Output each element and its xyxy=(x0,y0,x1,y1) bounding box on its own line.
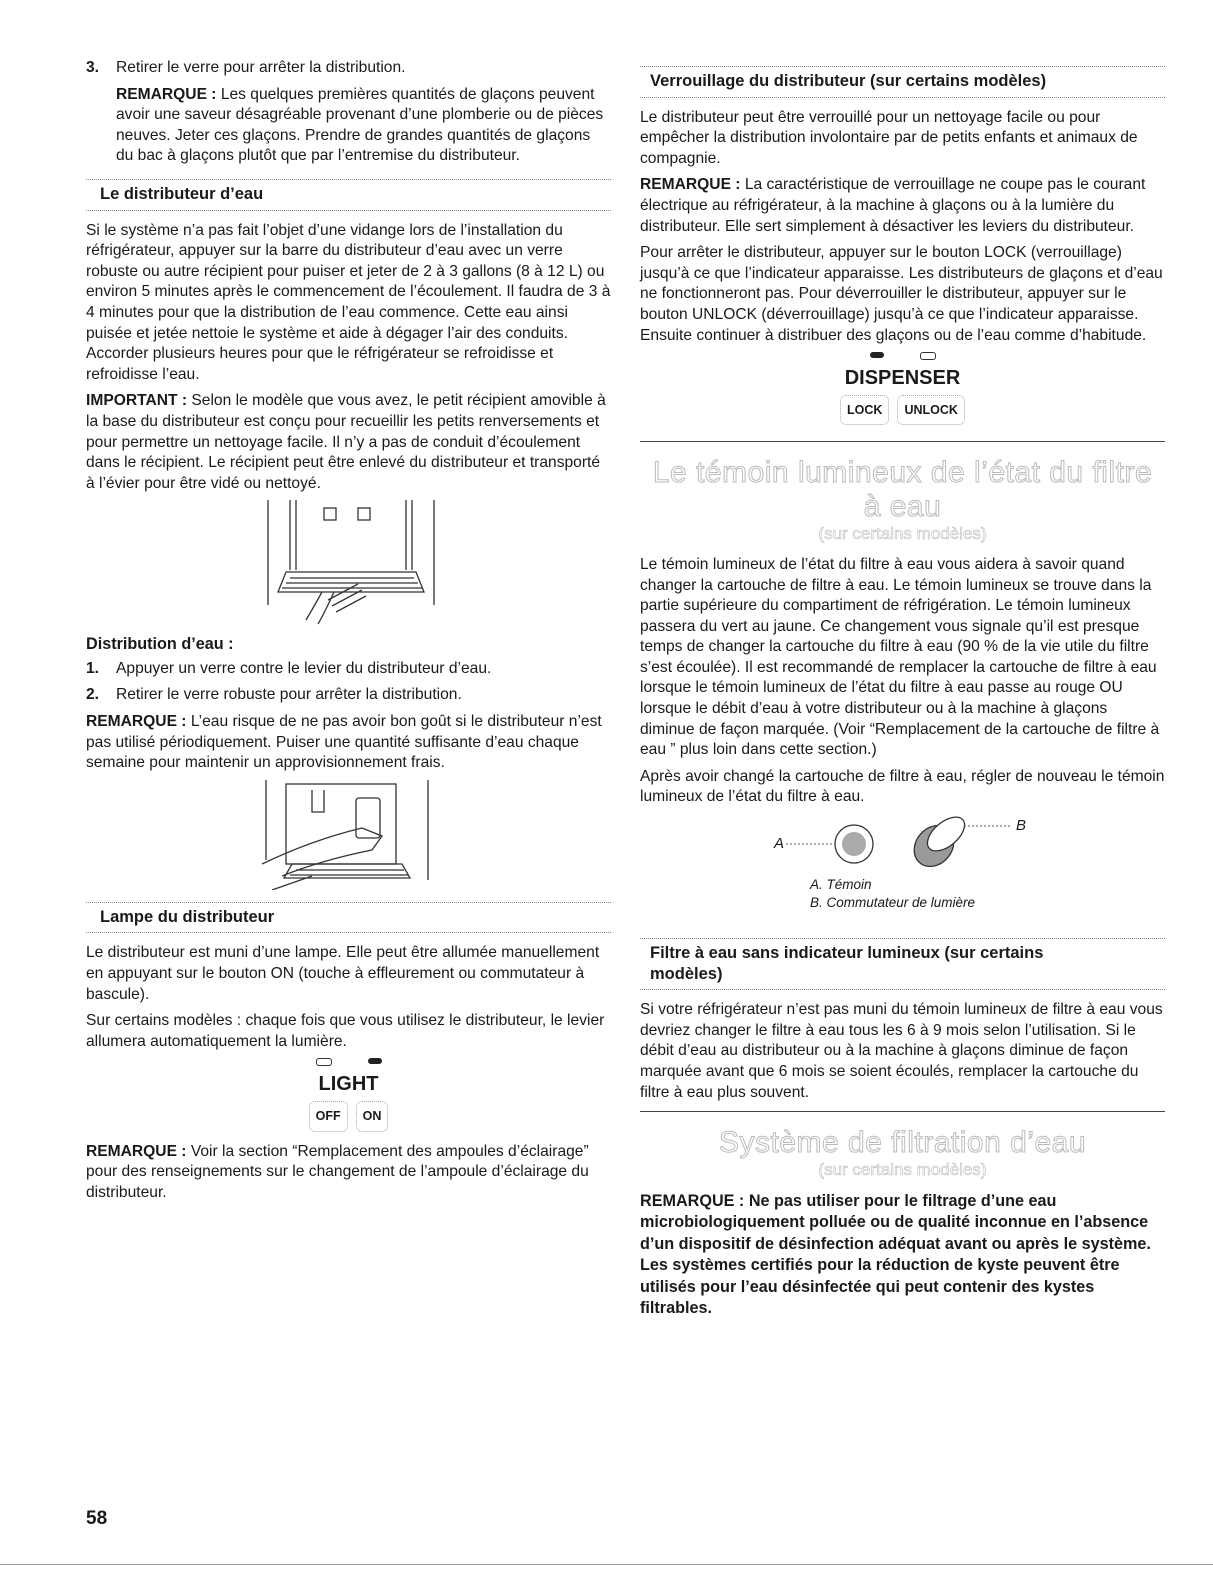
status-light-and-switch-illustration xyxy=(786,816,1046,874)
figure-label-b: B xyxy=(1016,817,1027,835)
remark-text: L’eau risque de ne pas avoir bon goût si le distributeur n’est pas utilisé périodiquement. Puiser une quantité suffisante d’eau chaque semaine pour maintenir un approvisionnement frais. xyxy=(86,713,602,772)
remark-label: REMARQUE : xyxy=(86,713,187,731)
step-text: Appuyer un verre contre le levier du distributeur d’eau. xyxy=(116,659,492,677)
light-control-panel xyxy=(86,1058,611,1131)
section-title-water-filtration: Système de filtration d’eau xyxy=(718,1126,1087,1160)
unlock-button[interactable]: UNLOCK xyxy=(897,395,964,426)
section-heading-dispenser-lock: Verrouillage du distributeur (sur certains modèles) xyxy=(640,66,1165,98)
lock-paragraph-1: Le distributeur peut être verrouillé pour un nettoyage facile ou pour empêcher la distribution involontaire par de petits enfants et animaux de compagnie. xyxy=(640,108,1138,167)
dispense-step-2 xyxy=(86,685,611,706)
light-on-button[interactable]: ON xyxy=(356,1101,389,1132)
no-indicator-paragraph: Si votre réfrigérateur n’est pas muni du témoin lumineux de filtre à eau vous devriez changer le filtre à eau tous les 6 à 9 mois selon l’utilisation. Si le débit d’eau au distributeur ou à la machine à glaçons diminue de façon marquée avant que 6 mois se soient écoulés, remplacer la cartouche du filtre à eau plus souvent. xyxy=(640,1001,1163,1101)
remark-text: Voir la section “Remplacement des ampoules d’éclairage” pour des renseignements sur le changement de l’ampoule d’éclairage du distributeur. xyxy=(86,1142,589,1201)
section-divider xyxy=(640,441,1165,442)
glass-dispensing-illustration xyxy=(252,780,432,890)
on-indicator-icon xyxy=(368,1058,382,1064)
lock-paragraph-2: Pour arrêter le distributeur, appuyer sur le bouton LOCK (verrouillage) jusqu’à ce que l’indicateur apparaisse. Les distributeurs de glaçons et d’eau ne fonctionneront pas. Pour déverrouiller le distributeur, appuyer sur le bouton UNLOCK (déverrouillage) jusqu’à ce que l’indicateur apparaisse. Ensuite continuer à distribuer des glaçons ou de l’eau comme d’habitude. xyxy=(640,244,1163,344)
figure-label-a: A xyxy=(774,835,785,853)
page-number: 58 xyxy=(86,1508,108,1529)
step-number: 1. xyxy=(86,659,100,677)
drip-tray-illustration xyxy=(262,500,442,628)
section-heading-filter-no-indicator: Filtre à eau sans indicateur lumineux (sur certains modèles) xyxy=(640,938,1165,990)
section-subtitle: (sur certains modèles) xyxy=(818,1160,987,1180)
filter-paragraph-1: Le témoin lumineux de l’état du filtre à eau vous aidera à savoir quand changer la cartouche de filtre à eau. Le témoin lumineux se trouve dans la partie supérieure du compartiment de réfrigération. Le témoin lumineux passera du vert au jaune. Ce changement vous signale qu’il est presque temps de changer la cartouche du filtre à eau (90 % de la vie utile du filtre s’est écoulée). Il est recommandé de remplacer la cartouche de filtre à eau lorsque le témoin lumineux de l’état du filtre à eau passe au rouge OU lorsque le débit d’eau à votre distributeur ou à la machine à glaçons diminue de façon marquée. (Voir “Remplacement de la cartouche de filtre à eau ” plus loin dans cette section.) xyxy=(640,555,1160,759)
step-number: 3. xyxy=(86,59,100,76)
page-bottom-rule xyxy=(0,1564,1213,1565)
dispensing-heading: Distribution d’eau : xyxy=(86,635,234,654)
remark-ice xyxy=(86,85,611,167)
important-text: Selon le modèle que vous avez, le petit récipient amovible à la base du distributeur est conçu pour recueillir les petits renversements et pour permettre un nettoyage facile. Il n’y a pas de conduit d’écoulement dans le récipient. Le récipient peut être enlevé du distributeur et transporté à l’évier pour être vidé ou nettoyé. xyxy=(86,392,606,492)
lock-indicators xyxy=(640,352,1165,366)
light-indicators xyxy=(86,1058,611,1072)
section-heading-dispenser-lamp: Lampe du distributeur xyxy=(86,902,611,934)
section-title-filter-status-light: Le témoin lumineux de l’état du filtre à eau xyxy=(652,456,1153,524)
light-off-button[interactable]: OFF xyxy=(309,1101,348,1132)
section-heading-water-dispenser: Le distributeur d’eau xyxy=(86,179,611,211)
caption-b: B. Commutateur de lumière xyxy=(810,895,976,911)
step-text: Retirer le verre pour arrêter la distribution. xyxy=(116,59,406,76)
light-control-title: LIGHT xyxy=(318,1073,379,1096)
remark-label: REMARQUE : xyxy=(116,85,217,103)
dispenser-control-panel xyxy=(640,352,1165,425)
remark-filtration-warning: REMARQUE : Ne pas utiliser pour le filtrage d’une eau microbiologiquement polluée ou de qualité inconnue en l’absence d’un dispositif de désinfection adéquat avant ou après le système. Les systèmes certifiés pour la réduction de kyste peuvent être utilisés pour l’eau désinfectée qui peut contenir des kystes filtrables. xyxy=(640,1191,1151,1318)
filter-light-figure xyxy=(640,816,1165,874)
left-column xyxy=(86,58,611,1209)
lamp-paragraph-1: Le distributeur est muni d’une lampe. Elle peut être allumée manuellement en appuyant sur le bouton ON (touche à effleurement ou commutateur à bascule). xyxy=(86,944,600,1003)
remark-bulb xyxy=(86,1142,611,1204)
off-indicator-icon xyxy=(316,1058,332,1066)
section-subtitle: (sur certains modèles) xyxy=(818,524,987,544)
remark-text: Les quelques premières quantités de glaçons peuvent avoir une saveur désagréable provenant d’une plomberie ou de pièces neuves. Jeter ces glaçons. Prendre de grandes quantités de glaçons du bac à glaçons plutôt que par l’entremise du distributeur. xyxy=(116,85,604,165)
dispenser-control-title: DISPENSER xyxy=(844,367,961,390)
lamp-paragraph-2: Sur certains modèles : chaque fois que vous utilisez le distributeur, le levier allumera automatiquement la lumière. xyxy=(86,1012,605,1050)
step-text: Retirer le verre robuste pour arrêter la distribution. xyxy=(116,686,462,704)
step-3 xyxy=(86,58,611,79)
filter-paragraph-2: Après avoir changé la cartouche de filtre à eau, régler de nouveau le témoin lumineux de l’état du filtre à eau. xyxy=(640,767,1165,806)
dispense-step-1 xyxy=(86,659,611,680)
important-note xyxy=(86,391,611,494)
lock-button[interactable]: LOCK xyxy=(840,395,889,426)
remark-water-taste xyxy=(86,712,611,774)
remark-label: REMARQUE : xyxy=(640,176,741,194)
section-divider xyxy=(640,1111,1165,1112)
remark-label: REMARQUE : xyxy=(86,1142,187,1160)
water-paragraph: Si le système n’a pas fait l’objet d’une vidange lors de l’installation du réfrigérateur, appuyer sur la barre du distributeur d’eau avec un verre robuste ou autre récipient pour puiser et jeter de 2 à 3 gallons (8 à 12 L) ou environ 5 minutes après le commencement de l’écoulement. Il faudra de 3 à 4 minutes pour que la distribution de l’eau commence. Cette eau ainsi puisée et jetée nettoie le système et aide à dégager l’air des conduits. Accorder plusieurs heures pour que le réfrigérateur se refroidisse et refroidisse l’eau. xyxy=(86,221,611,383)
lock-indicator-icon xyxy=(870,352,884,358)
remark-lock xyxy=(640,175,1165,237)
important-label: IMPORTANT : xyxy=(86,392,188,410)
remark-text: La caractéristique de verrouillage ne coupe pas le courant électrique au réfrigérateur, à la machine à glaçons ou à la lumière du distributeur. Elle sert simplement à désactiver les leviers du distributeur. xyxy=(640,176,1146,235)
caption-a: A. Témoin xyxy=(810,877,872,893)
right-column xyxy=(640,66,1165,1326)
step-number: 2. xyxy=(86,686,100,704)
unlock-indicator-icon xyxy=(920,352,936,360)
